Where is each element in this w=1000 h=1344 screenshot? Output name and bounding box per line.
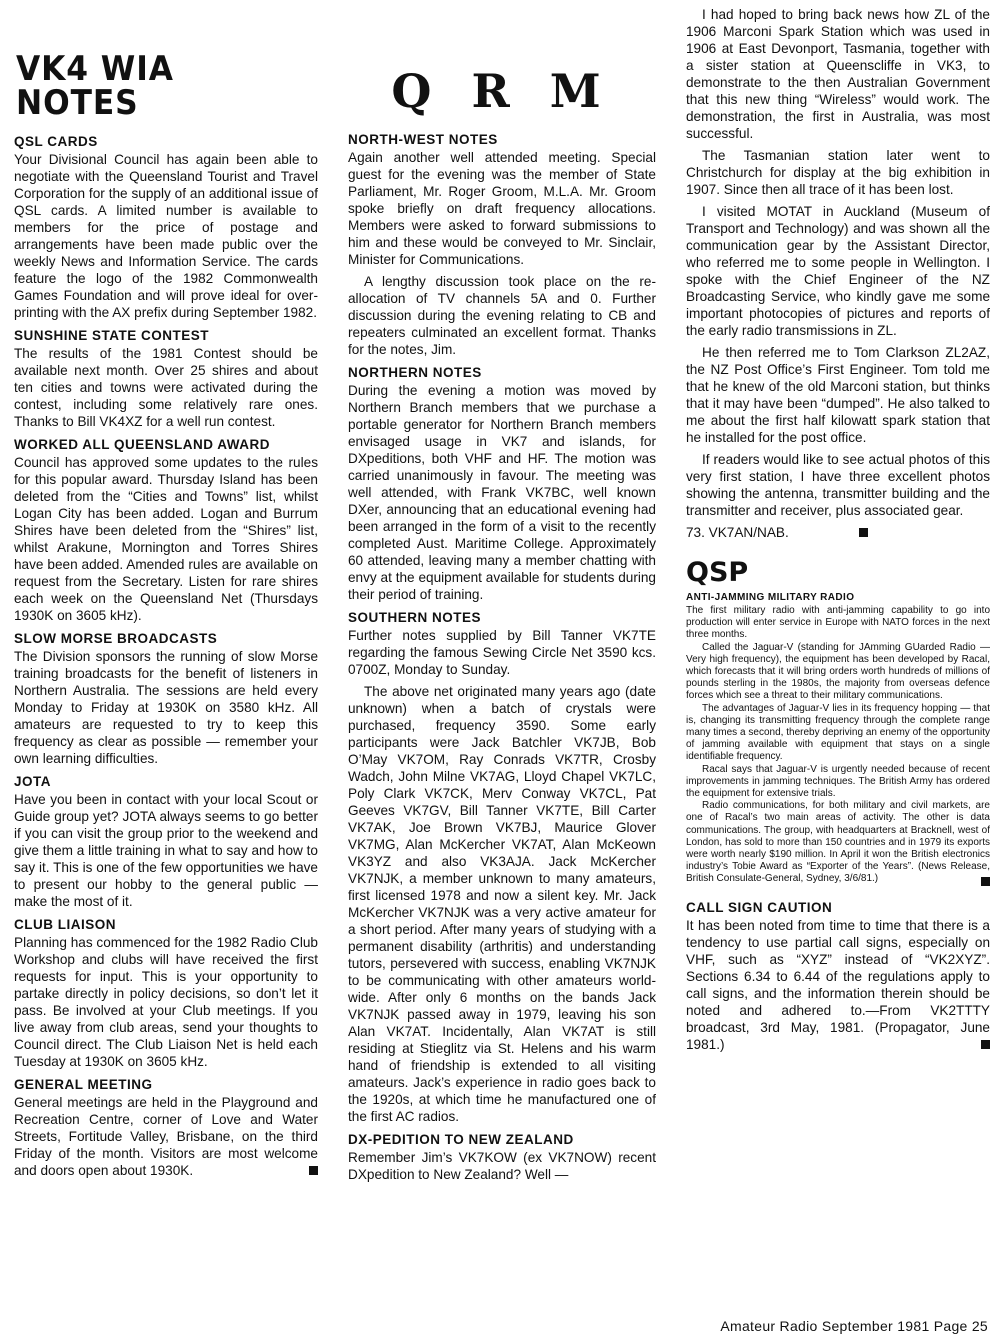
anti-jamming-text-2: Called the Jaguar-V (standing for JAmming GUarded Radio — Very high frequency), the equipment has been developed by Racal, which forecasts that it will bring orders worth hundreds of millions of pounds sterling in the 1980s, the majority from overseas defence forces which see a threat to their military communications. xyxy=(686,641,990,702)
signature: 73. VK7AN/NAB. xyxy=(686,525,789,540)
end-mark-icon xyxy=(981,877,990,886)
north-west-notes-heading: NORTH-WEST NOTES xyxy=(348,132,498,147)
anti-jamming-text-5: Radio communications, for both military and civil markets, are one of Racal’s two main areas of activity. The other is data communications. The group, with headquarters at Bracknell, west of London, has sold to more than 150 countries and in 1979 its exports were worth nearly $190 million. In April it won the British electronics industry’s Tobie Award as “Exporter of the Years”. (News Release, British Consulate-General, Sydney, 3/6/81.) xyxy=(686,800,990,885)
dx-pedition-heading: DX-PEDITION TO NEW ZEALAND xyxy=(348,1132,574,1147)
sunshine-contest-text: The results of the 1981 Contest should be available next month. Over 25 shires and about ten cities and towns were activated during the contest, including some relatively rare ones. Thanks to Bill VK4XZ for a well run contest. xyxy=(14,346,318,429)
zl-story-text-1: I had hoped to bring back news how ZL of the 1906 Marconi Spark Station which was used in 1906 at East Devonport, Tasmania, together with a sister station at Queenscliffe in VK3, to demonstrate to the then Australian Government that this new thing “Wireless” would work. The demonstration, the first in Australia, was most successful. xyxy=(686,7,990,141)
middle-column xyxy=(348,0,656,1344)
club-liaison-text: Planning has commenced for the 1982 Radio Club Workshop and clubs will have received the first requests for input. This is your opportunity to partake directly in policy decisions, so don’t let it pass. Be involved at your Club meetings. If you live away from club areas, send your thoughts to Council direct. The Club Liaison Net is held each Tuesday at 1930K on 3605 kHz. xyxy=(14,935,318,1069)
left-column xyxy=(14,0,318,1344)
southern-notes-heading: SOUTHERN NOTES xyxy=(348,610,482,625)
waq-award-text: Council has approved some updates to the rules for this popular award. Thursday Island has been deleted from the “Cities and Towns” list, whilst Logan City has been added. Logan and Burrum Shires have been deleted from the “Shires” list, whilst Arakune, Mornington and Torres Shires have been added. Amended rules are available on request from the Secretary. Listen for rare shires each week on the Queensland Net (Thursdays 1930K on 3605 kHz). xyxy=(14,455,318,623)
southern-notes-text-1: Further notes supplied by Bill Tanner VK7TE regarding the famous Sewing Circle Net 3590 kcs. 0700Z, Monday to Sunday. xyxy=(348,628,656,677)
zl-story-text-4: He then referred me to Tom Clarkson ZL2AZ, the NZ Post Office’s First Engineer. Tom told me that he knew of the old Marconi station, but thinks that it may have been “dumped”. He also talked to me about the first half kilowatt spark station that he installed for the post office. xyxy=(686,345,990,445)
qsp-title: QSP xyxy=(686,557,749,588)
end-mark-icon xyxy=(309,1166,318,1175)
zl-story-text-3: I visited MOTAT in Auckland (Museum of Transport and Technology) and was shown all the communication gear by the Assistant Director, who referred me to some people in Wellington. I spoke with the Chief Engineer of the NZ Broadcasting Service, who kindly gave me some important photocopies of pictures and reports of the early radio transmissions in ZL. xyxy=(686,204,990,338)
slow-morse-heading: SLOW MORSE BROADCASTS xyxy=(14,631,218,646)
waq-award-heading: WORKED ALL QUEENSLAND AWARD xyxy=(14,437,270,452)
page-footer: Amateur Radio September 1981 Page 25 xyxy=(720,1318,988,1334)
vk4-wia-notes-title: VK4 WIA NOTES xyxy=(16,49,174,123)
zl-story-text-2: The Tasmanian station later went to Christchurch for display at the big exhibition in 1907. Since then all trace of it has been lost. xyxy=(686,148,990,197)
jota-heading: JOTA xyxy=(14,774,52,789)
anti-jamming-text-4: Racal says that Jaguar-V is urgently needed because of recent improvements in jamming techniques. The British Army has ordered the equipment for extensive trials. xyxy=(686,763,990,800)
end-mark-icon xyxy=(859,528,868,537)
anti-jamming-text-3: The advantages of Jaguar-V lies in its frequency hopping — that is, changing its transmitting frequency through the complete range many times a second, thereby depriving an enemy of the opportunity of jamming available with equipment that stays on a single identifiable frequency. xyxy=(686,702,990,763)
northern-notes-text: During the evening a motion was moved by Northern Branch members that we purchase a portable generator for Northern Branch members envisaged usage in VK7 and islands, for DXpeditions, both VHF and HF. The motion was carried unanimously in favour. The meeting was well attended, with Frank VK7BC, well known DXer, announcing that an educational evening had been arranged in the form of a visit to the recently completed Aust. Maritime College. Approximately 60 attended, leaving many a member chatting with envy at the equipment available for students during their period of training. xyxy=(348,383,656,602)
qsl-cards-heading: QSL CARDS xyxy=(14,134,98,149)
southern-notes-text-2: The above net originated many years ago (date unknown) when a batch of crystals were purchased, frequency 3590. Some early participants were Jack Batchler VK7JB, Bob O’May VK7OM, Ray Conrads VK7TR, Crosby Wadch, John Milne VK7AG, Lloyd Chapel VK7LC, Poly Clark VK7CK, Merv Conway VK7CL, Pat Geeves VK7GV, Bill Tanner VK7TE, Bill Carter VK7AK, Joe Brown VK7BJ, Maurice Glover VK7MG, Alan McKercher VK7AT, Alan McKeown VK3YZ and also VK3AJA. Jack McKercher VK7NJK, a member unknown to many amateurs, first licensed 1978 and now a silent key. Mr. Jack McKercher VK7NJK was a very active amateur for a short period. After many years of studying with a permanent disability (arthritis) and understanding tutors, persevered with success, enabling VK7NJK to be communicating with other amateurs world-wide. After only 6 months on the bands Jack VK7NJK passed away in 1979, leaving his son Alan VK7AT. Incidentally, Alan VK7AT is still residing at Stieglitz via St. Helens and his warm hand of friendship is extended to all visiting amateurs. Jack’s experience in radio goes back to the 1920s, at which time he manufactured one of the first AC radios. xyxy=(348,684,656,1124)
general-meeting-heading: GENERAL MEETING xyxy=(14,1077,153,1092)
north-west-notes-text-2: A lengthy discussion took place on the re-allocation of TV channels 5A and 0. Further discussion during the evening relating to CB and repeaters culminated an excellent format. Thanks for the notes, Jim. xyxy=(348,274,656,357)
jota-text: Have you been in contact with your local Scout or Guide group yet? JOTA always seems to go better if you can visit the group prior to the weekend and give them a little training in what to say and how to say it. This is one of the few opportunities we have to present our hobby to the general public — make the most of it. xyxy=(14,792,318,909)
anti-jamming-text-5-block xyxy=(686,800,990,885)
call-sign-caution-text: It has been noted from time to time that there is a tendency to use partial call signs, especially on VHF, such as “XYZ” instead of “VK2XYZ”. Sections 6.34 to 6.44 of the regulations apply to call signs, and the information therein should be noted and adhered to.—From VK2TTTY broadcast, 3rd May, 1981. (Propagator, June 1981.) xyxy=(686,917,990,1052)
zl-story-text-5: If readers would like to see actual photos of this very first station, I have three excellent photos showing the antenna, transmitter building and the transmitter and receiver, plus associated gear. xyxy=(686,452,990,518)
sunshine-contest-heading: SUNSHINE STATE CONTEST xyxy=(14,328,210,343)
right-column xyxy=(686,0,990,1344)
qsl-cards-text: Your Divisional Council has again been able to negotiate with the Queensland Tourist and Travel Corporation for the supply of an additional issue of QSL cards. A limited number is available to members for the price of postage and arrangements have been made public over the weekly News and Information Service. The cards feature the logo of the 1982 Commonwealth Games Foundation and will prove ideal for over-printing with the AX prefix during September 1982. xyxy=(14,152,318,320)
call-sign-caution-heading: CALL SIGN CAUTION xyxy=(686,899,833,915)
end-mark-icon xyxy=(981,1040,990,1049)
north-west-notes-text-1: Again another well attended meeting. Special guest for the evening was the member of State Parliament, Mr. Roger Groom, M.L.A. Mr. Groom spoke briefly on draft frequency allocations. Members were asked to forward submissions to him and these would be conveyed to Mr. Sinclair, Minister for Communications. xyxy=(348,150,656,267)
anti-jamming-text-1: The first military radio with anti-jamming capability to go into production will enter service in Europe with NATO forces in the next three months. xyxy=(686,605,990,641)
club-liaison-heading: CLUB LIAISON xyxy=(14,917,116,932)
northern-notes-heading: NORTHERN NOTES xyxy=(348,365,482,380)
slow-morse-text: The Division sponsors the running of slow Morse training broadcasts for the benefit of listeners in Northern Australia. The sessions are held every Monday to Friday at 1930K on 3580 kHz. All amateurs are requested to try to keep this frequency as clear as possible — remember your own learning difficulties. xyxy=(14,649,318,766)
anti-jamming-heading: ANTI-JAMMING MILITARY RADIO xyxy=(686,592,855,603)
signature-line xyxy=(686,524,990,541)
dx-pedition-text: Remember Jim’s VK7KOW (ex VK7NOW) recent DXpedition to New Zealand? Well — xyxy=(348,1150,656,1182)
general-meeting-text-block xyxy=(14,1094,318,1179)
qrm-title: Q R M xyxy=(391,64,613,118)
general-meeting-text: General meetings are held in the Playground and Recreation Centre, corner of Love and Water Streets, Fortitude Valley, Brisbane, on the third Friday of the month. Visitors are most welcome and doors open about 1930K. xyxy=(14,1095,318,1178)
call-sign-caution-block xyxy=(686,917,990,1053)
